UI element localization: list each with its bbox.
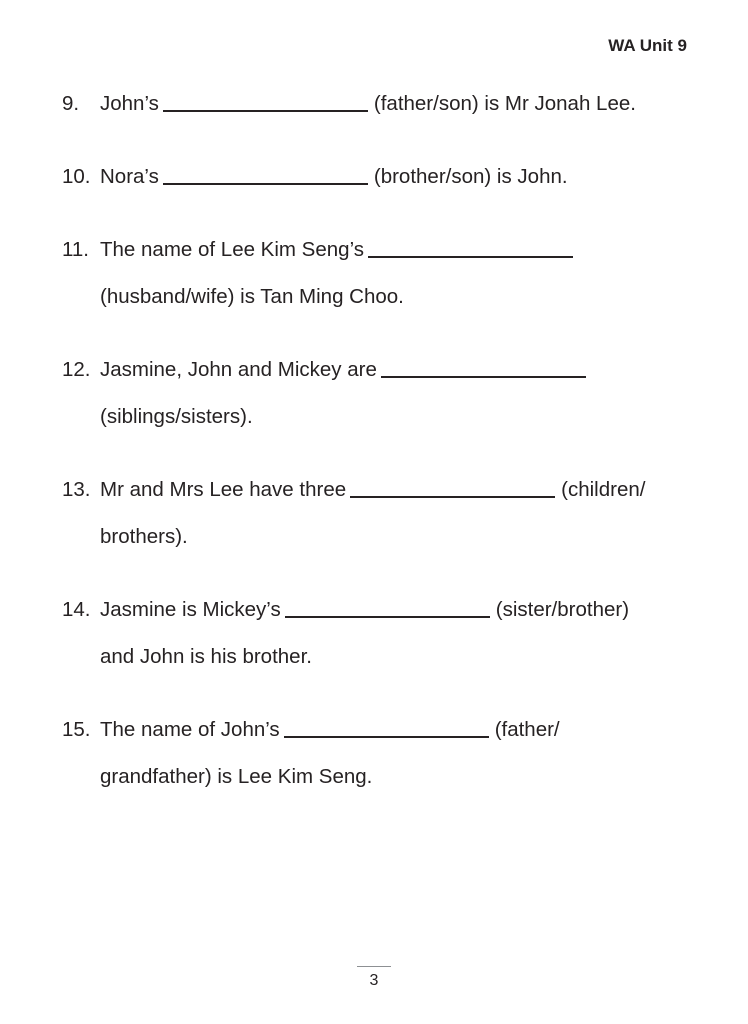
footer-rule [357,966,391,967]
question-number: 14. [62,598,91,621]
question-line [100,706,698,753]
question-text-segment: (father/ [494,718,560,741]
question-row [62,346,698,440]
answer-blank[interactable] [285,603,490,618]
question-number: 12. [62,358,91,381]
question-text-segment: John’s [100,92,159,115]
question-number: 9. [62,92,80,115]
question-number: 10. [62,165,91,188]
question-row [62,706,698,800]
answer-blank[interactable] [284,723,489,738]
page-number: 3 [369,972,379,989]
question-text [100,346,698,440]
question-text-segment: grandfather) is Lee Kim Seng. [100,765,373,788]
question-text-segment: The name of Lee Kim Seng’s [100,238,364,261]
question-text-segment: The name of John’s [100,718,280,741]
question-text [100,80,698,127]
question-line [100,753,698,800]
question-number: 15. [62,718,91,741]
question-line [100,466,698,513]
question-line [100,80,698,127]
question-line [100,346,698,393]
question-text [100,706,698,800]
page-footer [0,966,748,990]
question-line [100,273,698,320]
question-text-segment: (children/ [561,478,646,501]
question-text-segment: Nora’s [100,165,159,188]
question-text-segment: Mr and Mrs Lee have three [100,478,347,501]
question-line [100,633,698,680]
question-row [62,586,698,680]
answer-blank[interactable] [163,97,368,112]
question-number: 11. [62,238,89,261]
answer-blank[interactable] [163,170,368,185]
question-text [100,586,698,680]
question-row [62,226,698,320]
question-text-segment: Jasmine is Mickey’s [100,598,281,621]
question-number: 13. [62,478,91,501]
question-list [62,80,698,826]
question-text-segment: (brother/son) is John. [373,165,568,188]
question-text [100,466,698,560]
question-line [100,393,698,440]
answer-blank[interactable] [381,363,586,378]
answer-blank[interactable] [350,483,555,498]
question-text-segment: and John is his brother. [100,645,312,668]
question-text [100,226,698,320]
question-text-segment: (father/son) is Mr Jonah Lee. [373,92,636,115]
unit-header: WA Unit 9 [608,36,687,55]
question-text-segment: (sister/brother) [495,598,630,621]
question-text-segment: brothers). [100,525,188,548]
question-line [100,226,698,273]
question-row [62,466,698,560]
question-text [100,153,698,200]
answer-blank[interactable] [368,243,573,258]
question-text-segment: (husband/wife) is Tan Ming Choo. [100,285,404,308]
question-text-segment: Jasmine, John and Mickey are [100,358,377,381]
question-line [100,153,698,200]
question-line [100,586,698,633]
question-row [62,80,698,127]
question-text-segment: (siblings/sisters). [100,405,253,428]
question-line [100,513,698,560]
question-row [62,153,698,200]
